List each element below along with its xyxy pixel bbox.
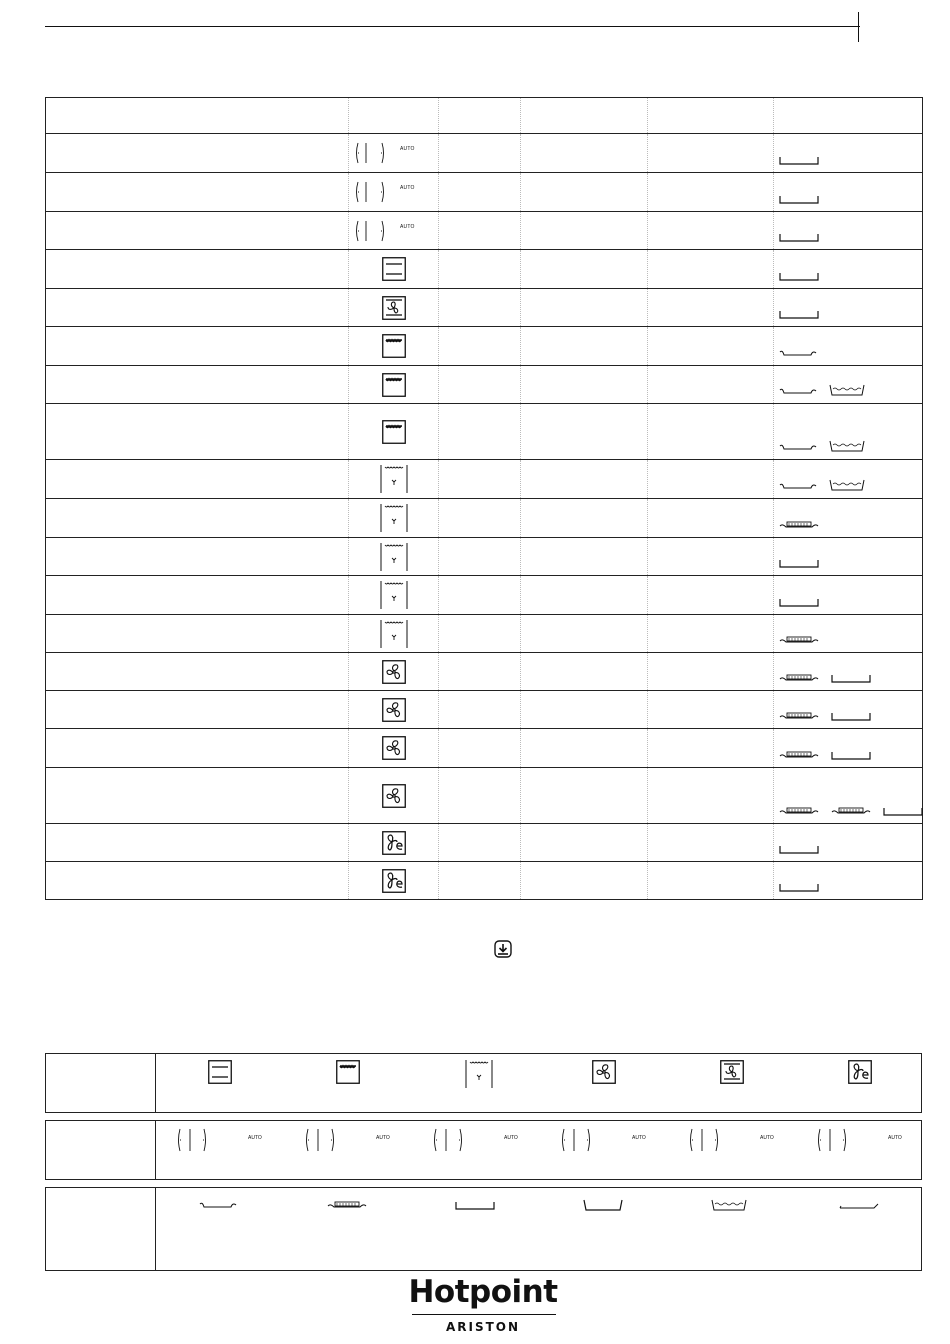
eco-fan-icon xyxy=(382,831,406,855)
selector-knob-icon xyxy=(816,1127,848,1153)
table-row xyxy=(46,576,923,615)
legend-selector-item xyxy=(432,1127,518,1158)
table-cell xyxy=(521,824,648,862)
accessory-cell xyxy=(774,289,923,327)
grill-rack-icon xyxy=(778,749,820,761)
table-row xyxy=(46,729,923,768)
table-cell xyxy=(521,615,648,653)
table-cell xyxy=(439,460,521,499)
brand-rule xyxy=(412,1314,556,1315)
table-cell xyxy=(439,768,521,824)
accessory-cell xyxy=(774,499,923,538)
table-cell xyxy=(521,134,648,173)
function-cell xyxy=(349,862,439,900)
table-cell xyxy=(439,250,521,289)
baking-tray-icon xyxy=(710,1198,748,1212)
table-row xyxy=(46,327,923,366)
accessory-cell xyxy=(774,576,923,615)
grill-rack-icon xyxy=(778,805,820,817)
table-row xyxy=(46,768,923,824)
function-cell xyxy=(349,327,439,366)
table-row xyxy=(46,460,923,499)
baking-tray-icon xyxy=(828,439,866,453)
table-cell xyxy=(439,862,521,900)
accessory-group xyxy=(778,557,820,569)
selector-knob-icon xyxy=(432,1127,464,1153)
table-cell xyxy=(439,289,521,327)
table-cell xyxy=(46,615,349,653)
accessory-cell xyxy=(774,691,923,729)
accessory-group xyxy=(778,231,820,243)
function-cell xyxy=(349,173,439,212)
auto-label: AUTO xyxy=(504,1135,518,1141)
table-cell xyxy=(439,615,521,653)
table-cell xyxy=(439,538,521,576)
legend-accessories xyxy=(45,1187,922,1271)
auto-label: AUTO xyxy=(888,1135,902,1141)
table-cell xyxy=(648,691,774,729)
dripping-pan-icon xyxy=(830,672,872,684)
grill-icon xyxy=(382,373,406,397)
accessory-group xyxy=(778,154,820,166)
table-cell xyxy=(648,289,774,327)
table-cell xyxy=(521,173,648,212)
function-cell xyxy=(349,653,439,691)
forced-air-icon xyxy=(382,784,406,808)
accessory-group xyxy=(778,270,820,282)
accessory-group xyxy=(778,308,820,320)
table-cell xyxy=(46,173,349,212)
table-cell xyxy=(648,212,774,250)
table-row xyxy=(46,289,923,327)
header-cell xyxy=(439,98,521,134)
selector-knob-icon xyxy=(688,1127,720,1153)
table-cell xyxy=(521,729,648,768)
table-cell xyxy=(46,289,349,327)
table-cell xyxy=(46,460,349,499)
table-cell xyxy=(648,653,774,691)
selector-knob-icon xyxy=(354,180,386,204)
accessory-group xyxy=(778,439,866,453)
legend-function-item xyxy=(336,1060,360,1089)
accessory-cell xyxy=(774,366,923,404)
table-cell xyxy=(46,691,349,729)
legend-function-item xyxy=(464,1058,494,1095)
table-cell xyxy=(521,691,648,729)
function-cell xyxy=(349,691,439,729)
legend-accessory-items xyxy=(156,1188,921,1270)
function-cell xyxy=(349,134,439,173)
legend-accessory-item xyxy=(198,1198,238,1216)
table-row xyxy=(46,499,923,538)
table-row xyxy=(46,862,923,900)
function-cell xyxy=(349,729,439,768)
table-cell xyxy=(46,250,349,289)
legend-function-item xyxy=(848,1060,872,1089)
table-cell xyxy=(648,729,774,768)
brand-sub: ARISTON xyxy=(445,1320,521,1334)
auto-label: AUTO xyxy=(400,185,415,191)
table-row xyxy=(46,134,923,173)
table-cell xyxy=(46,134,349,173)
dripping-pan-icon xyxy=(778,881,820,893)
legend-accessory-item xyxy=(454,1198,496,1216)
forced-air-icon xyxy=(382,660,406,684)
legend-function-item xyxy=(720,1060,744,1089)
table-cell xyxy=(439,404,521,460)
legend-function-items xyxy=(156,1054,921,1112)
table-cell xyxy=(46,366,349,404)
accessory-group xyxy=(778,805,924,817)
table-cell xyxy=(439,824,521,862)
table-cell xyxy=(521,327,648,366)
legend-accessory-item xyxy=(710,1198,748,1217)
accessory-cell xyxy=(774,862,923,900)
function-cell xyxy=(349,538,439,576)
header-cell xyxy=(46,98,349,134)
table-cell xyxy=(648,768,774,824)
table-cell xyxy=(46,212,349,250)
legend-selector-item xyxy=(176,1127,262,1158)
table-cell xyxy=(439,499,521,538)
deep-pan-icon xyxy=(582,1198,624,1212)
accessory-group xyxy=(778,710,872,722)
auto-label: AUTO xyxy=(376,1135,390,1141)
header-cell xyxy=(774,98,923,134)
table-cell xyxy=(648,499,774,538)
turbo-grill-icon xyxy=(379,618,409,650)
table-cell xyxy=(439,576,521,615)
selector-auto xyxy=(354,219,438,243)
table-row xyxy=(46,824,923,862)
table-cell xyxy=(46,576,349,615)
legend-functions xyxy=(45,1053,922,1113)
function-cell xyxy=(349,499,439,538)
accessory-cell xyxy=(774,460,923,499)
table-row xyxy=(46,366,923,404)
grill-rack-icon xyxy=(778,672,820,684)
eco-fan-icon xyxy=(382,869,406,893)
table-cell xyxy=(439,327,521,366)
table-cell xyxy=(648,460,774,499)
table-cell xyxy=(439,173,521,212)
dripping-pan-icon xyxy=(778,193,820,205)
dripping-pan-icon xyxy=(830,749,872,761)
wire-rack-icon xyxy=(778,349,818,359)
accessory-group xyxy=(778,881,820,893)
accessory-group xyxy=(778,596,820,608)
table-cell xyxy=(648,824,774,862)
dripping-pan-icon xyxy=(778,270,820,282)
table-cell xyxy=(648,538,774,576)
eco-fan-icon xyxy=(848,1060,872,1084)
table-cell xyxy=(521,460,648,499)
selector-auto xyxy=(354,180,438,204)
wire-rack-icon xyxy=(778,443,818,453)
grill-rack-icon xyxy=(778,634,820,646)
brand-logo xyxy=(408,1274,558,1338)
table-cell xyxy=(46,768,349,824)
baking-tray-icon xyxy=(828,383,866,397)
accessory-cell xyxy=(774,327,923,366)
table-cell xyxy=(439,653,521,691)
accessory-cell xyxy=(774,824,923,862)
table-cell xyxy=(46,327,349,366)
table-cell xyxy=(648,134,774,173)
dripping-pan-icon xyxy=(778,154,820,166)
accessory-cell xyxy=(774,404,923,460)
table-row xyxy=(46,653,923,691)
table-cell xyxy=(648,366,774,404)
table-cell xyxy=(648,615,774,653)
table-cell xyxy=(521,250,648,289)
header-cell xyxy=(349,98,439,134)
accessory-cell xyxy=(774,538,923,576)
table-cell xyxy=(439,729,521,768)
auto-label: AUTO xyxy=(248,1135,262,1141)
legend-label xyxy=(46,1054,156,1112)
header-cell xyxy=(648,98,774,134)
table-row xyxy=(46,212,923,250)
table-cell xyxy=(521,212,648,250)
flat-tray-icon xyxy=(838,1201,880,1211)
auto-label: AUTO xyxy=(760,1135,774,1141)
table-row xyxy=(46,615,923,653)
dripping-pan-icon xyxy=(454,1199,496,1211)
baking-tray-icon xyxy=(828,478,866,492)
table-cell xyxy=(521,366,648,404)
table-cell xyxy=(521,289,648,327)
grill-rack-icon xyxy=(778,519,820,531)
dripping-pan-icon xyxy=(778,843,820,855)
table-header-row xyxy=(46,98,923,134)
table-cell xyxy=(648,173,774,212)
function-cell xyxy=(349,212,439,250)
accessory-cell xyxy=(774,653,923,691)
grill-icon xyxy=(382,420,406,444)
accessory-group xyxy=(778,843,820,855)
legend-function-item xyxy=(592,1060,616,1089)
selector-knob-icon xyxy=(354,219,386,243)
dripping-pan-icon xyxy=(778,596,820,608)
selector-auto xyxy=(354,141,438,165)
legend-label xyxy=(46,1121,156,1179)
bottom-fan-icon xyxy=(382,296,406,320)
table-row xyxy=(46,691,923,729)
table-cell xyxy=(521,653,648,691)
grill-icon xyxy=(382,334,406,358)
selector-knob-icon xyxy=(560,1127,592,1153)
header-rule xyxy=(45,26,860,27)
function-cell xyxy=(349,404,439,460)
header-cell xyxy=(521,98,648,134)
accessory-cell xyxy=(774,729,923,768)
function-cell xyxy=(349,460,439,499)
table-row xyxy=(46,173,923,212)
table-row xyxy=(46,538,923,576)
turbo-grill-icon xyxy=(464,1058,494,1090)
conventional-icon xyxy=(208,1060,232,1084)
dripping-pan-icon xyxy=(778,557,820,569)
accessory-group xyxy=(778,349,818,359)
table-cell xyxy=(46,824,349,862)
table-cell xyxy=(439,691,521,729)
legend-selector-items xyxy=(156,1121,921,1179)
selector-knob-icon xyxy=(176,1127,208,1153)
table-cell xyxy=(46,729,349,768)
table-cell xyxy=(521,576,648,615)
legend-accessory-item xyxy=(326,1198,368,1216)
accessory-cell xyxy=(774,615,923,653)
accessory-cell xyxy=(774,134,923,173)
accessory-cell xyxy=(774,250,923,289)
table-cell xyxy=(521,768,648,824)
conventional-icon xyxy=(382,257,406,281)
legend-label xyxy=(46,1188,156,1270)
legend-selector-item xyxy=(816,1127,902,1158)
grill-rack-icon xyxy=(830,805,872,817)
grill-icon xyxy=(336,1060,360,1084)
table-row xyxy=(46,404,923,460)
turbo-grill-icon xyxy=(379,463,409,495)
legend-accessory-item xyxy=(582,1198,624,1217)
table-cell xyxy=(46,538,349,576)
bottom-fan-icon xyxy=(720,1060,744,1084)
function-cell xyxy=(349,615,439,653)
table-cell xyxy=(46,499,349,538)
legend-selector-item xyxy=(304,1127,390,1158)
function-cell xyxy=(349,824,439,862)
selector-knob-icon xyxy=(354,141,386,165)
accessory-group xyxy=(778,634,820,646)
table-cell xyxy=(439,212,521,250)
legend-selectors xyxy=(45,1120,922,1180)
function-cell xyxy=(349,250,439,289)
auto-label: AUTO xyxy=(400,146,415,152)
grill-rack-icon xyxy=(778,710,820,722)
table-cell xyxy=(648,576,774,615)
table-cell xyxy=(439,134,521,173)
accessory-group xyxy=(778,519,820,531)
dripping-pan-icon xyxy=(778,308,820,320)
accessory-group xyxy=(778,193,820,205)
forced-air-icon xyxy=(382,698,406,722)
accessory-cell xyxy=(774,768,923,824)
legend-selector-item xyxy=(560,1127,646,1158)
table-cell xyxy=(648,250,774,289)
legend-selector-item xyxy=(688,1127,774,1158)
legend-function-item xyxy=(208,1060,232,1089)
table-cell xyxy=(521,499,648,538)
function-cell xyxy=(349,576,439,615)
turbo-grill-icon xyxy=(379,541,409,573)
function-cell xyxy=(349,366,439,404)
table-cell xyxy=(648,862,774,900)
selector-knob-icon xyxy=(304,1127,336,1153)
function-cell xyxy=(349,768,439,824)
wire-rack-icon xyxy=(778,482,818,492)
auto-label: AUTO xyxy=(400,223,415,230)
dripping-pan-icon xyxy=(830,710,872,722)
function-cell xyxy=(349,289,439,327)
wire-rack-icon xyxy=(198,1201,238,1211)
dripping-pan-icon xyxy=(882,805,924,817)
accessory-group xyxy=(778,672,872,684)
grill-rack-icon xyxy=(326,1199,368,1211)
cooking-table xyxy=(45,97,923,900)
wire-rack-icon xyxy=(778,387,818,397)
header-tick xyxy=(858,12,859,42)
accessory-cell xyxy=(774,173,923,212)
forced-air-icon xyxy=(592,1060,616,1084)
legend-accessory-item xyxy=(838,1198,880,1216)
turbo-grill-icon xyxy=(379,502,409,534)
auto-label: AUTO xyxy=(632,1135,646,1141)
table-row xyxy=(46,250,923,289)
table-cell xyxy=(46,404,349,460)
table-cell xyxy=(521,404,648,460)
accessory-cell xyxy=(774,212,923,250)
download-hint-icon xyxy=(494,940,512,958)
accessory-group xyxy=(778,478,866,492)
accessory-group xyxy=(778,383,866,397)
turbo-grill-icon xyxy=(379,579,409,611)
accessory-group xyxy=(778,749,872,761)
dripping-pan-icon xyxy=(778,231,820,243)
table-cell xyxy=(439,366,521,404)
table-cell xyxy=(521,538,648,576)
table-cell xyxy=(648,404,774,460)
table-cell xyxy=(648,327,774,366)
table-cell xyxy=(46,653,349,691)
forced-air-icon xyxy=(382,736,406,760)
table-cell xyxy=(46,862,349,900)
table-cell xyxy=(521,862,648,900)
brand-name: Hotpoint xyxy=(408,1274,558,1310)
